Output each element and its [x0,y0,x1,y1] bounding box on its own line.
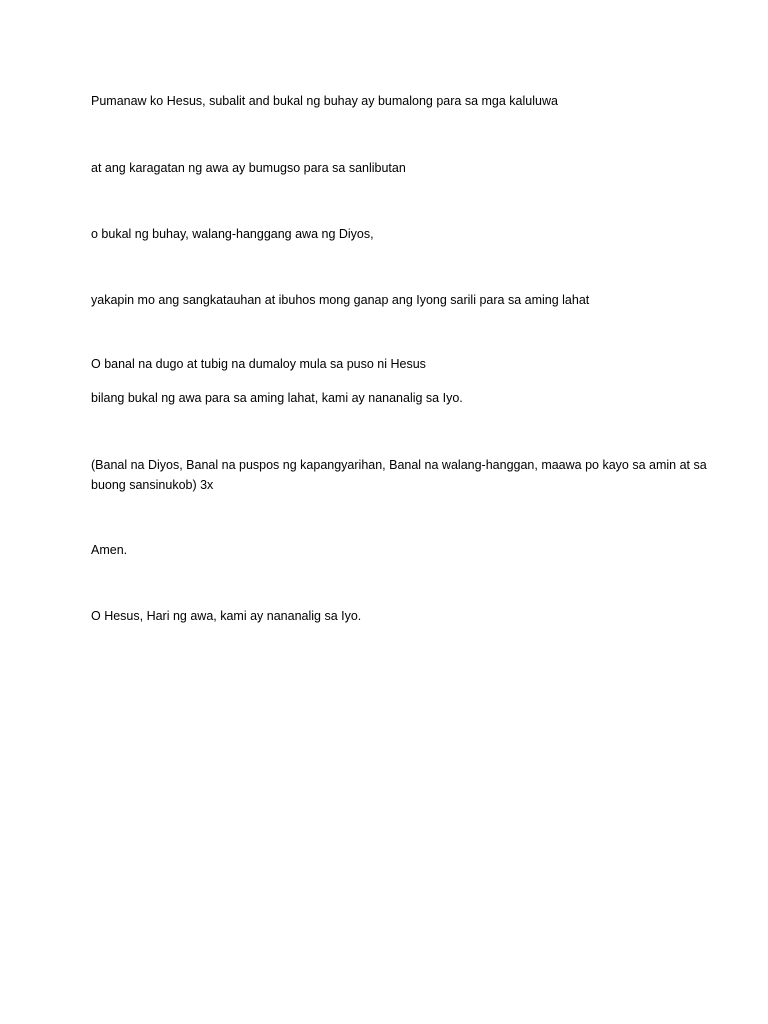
paragraph-2: at ang karagatan ng awa ay bumugso para sa sanlibutan [91,161,406,175]
paragraph-3: o bukal ng buhay, walang-hanggang awa ng Diyos, [91,227,374,241]
paragraph-8: Amen. [91,543,128,557]
paragraph-5: O banal na dugo at tubig na dumaloy mula sa puso ni Hesus [91,357,426,371]
paragraph-7: (Banal na Diyos, Banal na puspos ng kapangyarihan, Banal na walang-hanggan, maawa po kayo sa amin at sa buong sansinukob) 3x [91,458,707,492]
paragraph-9: O Hesus, Hari ng awa, kami ay nananalig sa Iyo. [91,609,362,623]
paragraph-6: bilang bukal ng awa para sa aming lahat, kami ay nananalig sa Iyo. [91,391,463,405]
paragraph-1: Pumanaw ko Hesus, subalit and bukal ng buhay ay bumalong para sa mga kaluluwa [91,94,558,108]
paragraph-4: yakapin mo ang sangkatauhan at ibuhos mong ganap ang Iyong sarili para sa aming lahat [91,293,590,307]
